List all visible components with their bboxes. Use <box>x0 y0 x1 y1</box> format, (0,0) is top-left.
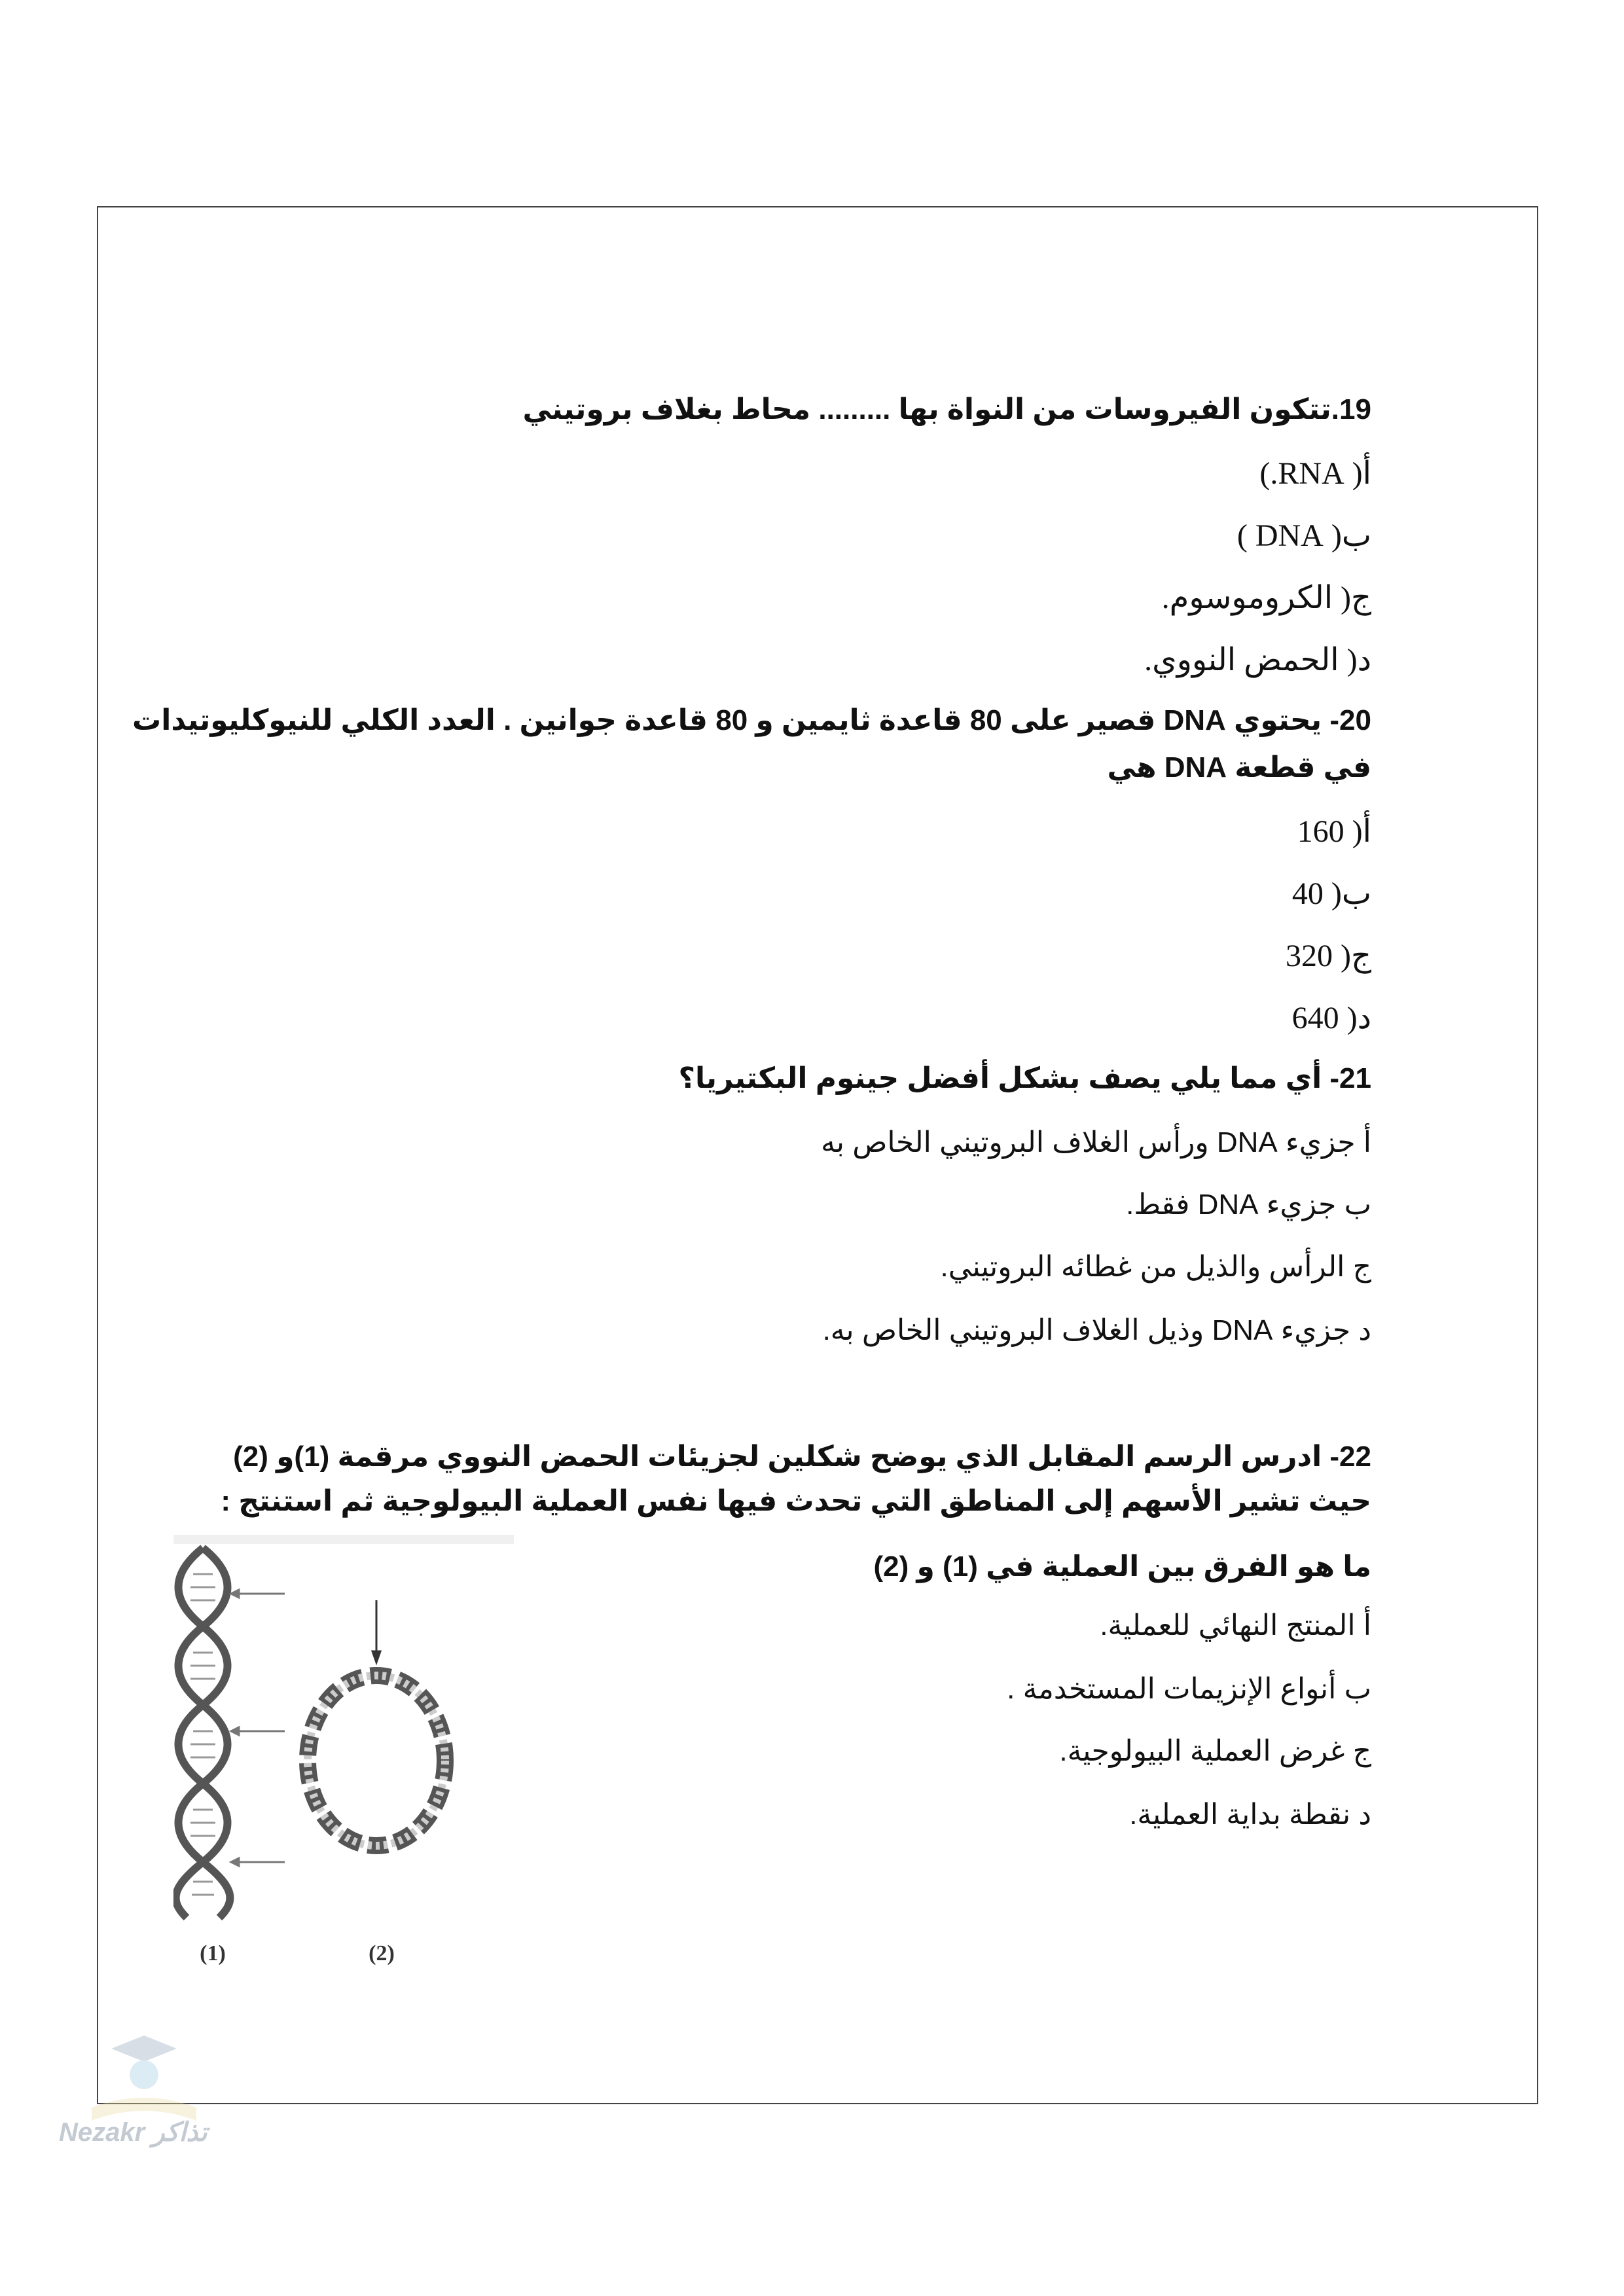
q22-option-a: أ المنتج النهائي للعملية. <box>1100 1609 1371 1641</box>
q21-option-c: ج الرأس والذيل من غطائه البروتيني. <box>940 1251 1371 1283</box>
q21-question: 21- أي مما يلي يصف بشكل أفضل جينوم البكتيريا؟ <box>678 1062 1371 1094</box>
q22-question-line1: 22- ادرس الرسم المقابل الذي يوضح شكلين لجزيئات الحمض النووي مرقمة (1)و (2) <box>233 1441 1371 1473</box>
dna-figure <box>173 1535 514 1980</box>
q22-question-line2: حيث تشير الأسهم إلى المناطق التي تحدث فيها نفس العملية البيولوجية ثم استنتج : <box>221 1485 1371 1517</box>
q20-question-line1: 20- يحتوي DNA قصير على 80 قاعدة ثايمين و 80 قاعدة جوانين . العدد الكلي للنيوكليوتيدات <box>132 704 1371 736</box>
q20-question-line2: في قطعة DNA هي <box>1107 751 1371 783</box>
q21-option-d: د جزيء DNA وذيل الغلاف البروتيني الخاص به. <box>822 1314 1371 1346</box>
q22-option-b: ب أنواع الإنزيمات المستخدمة . <box>1007 1673 1371 1705</box>
q19-option-b: ب( DNA ) <box>1236 518 1371 553</box>
q22-sub-question: ما هو الفرق بين العملية في (1) و (2) <box>873 1551 1371 1583</box>
q19-option-c: ج( الكروموسوم. <box>1161 581 1371 615</box>
q22-option-c: ج غرض العملية البيولوجية. <box>1059 1735 1371 1767</box>
q20-option-a: أ( 160 <box>1297 814 1371 849</box>
q20-option-b: ب( 40 <box>1291 876 1371 911</box>
q21-option-b: ب جزيء DNA فقط. <box>1126 1189 1371 1221</box>
q20-option-d: د( 640 <box>1291 1001 1371 1035</box>
q22-option-d: د نقطة بداية العملية. <box>1129 1799 1371 1831</box>
linear-dna-arrows <box>231 1590 285 1866</box>
q20-option-c: ج( 320 <box>1286 939 1371 973</box>
circular-dna-arrow <box>372 1600 380 1662</box>
circular-dna <box>308 1676 445 1846</box>
figure-label-2: (2) <box>369 1941 395 1965</box>
dna-illustration <box>173 1535 514 1980</box>
figure-label-1: (1) <box>200 1941 226 1965</box>
q21-option-a: أ جزيء DNA ورأس الغلاف البروتيني الخاص به <box>821 1126 1371 1158</box>
q19-option-a: أ( RNA.) <box>1259 456 1371 491</box>
linear-dna-helix <box>176 1548 230 1918</box>
watermark-text: Nezakr تذاكر <box>59 2118 208 2147</box>
q19-question: 19.تتكون الفيروسات من النواة بها ......... محاط بغلاف بروتيني <box>522 393 1371 425</box>
q19-option-d: د( الحمض النووي. <box>1144 643 1371 677</box>
